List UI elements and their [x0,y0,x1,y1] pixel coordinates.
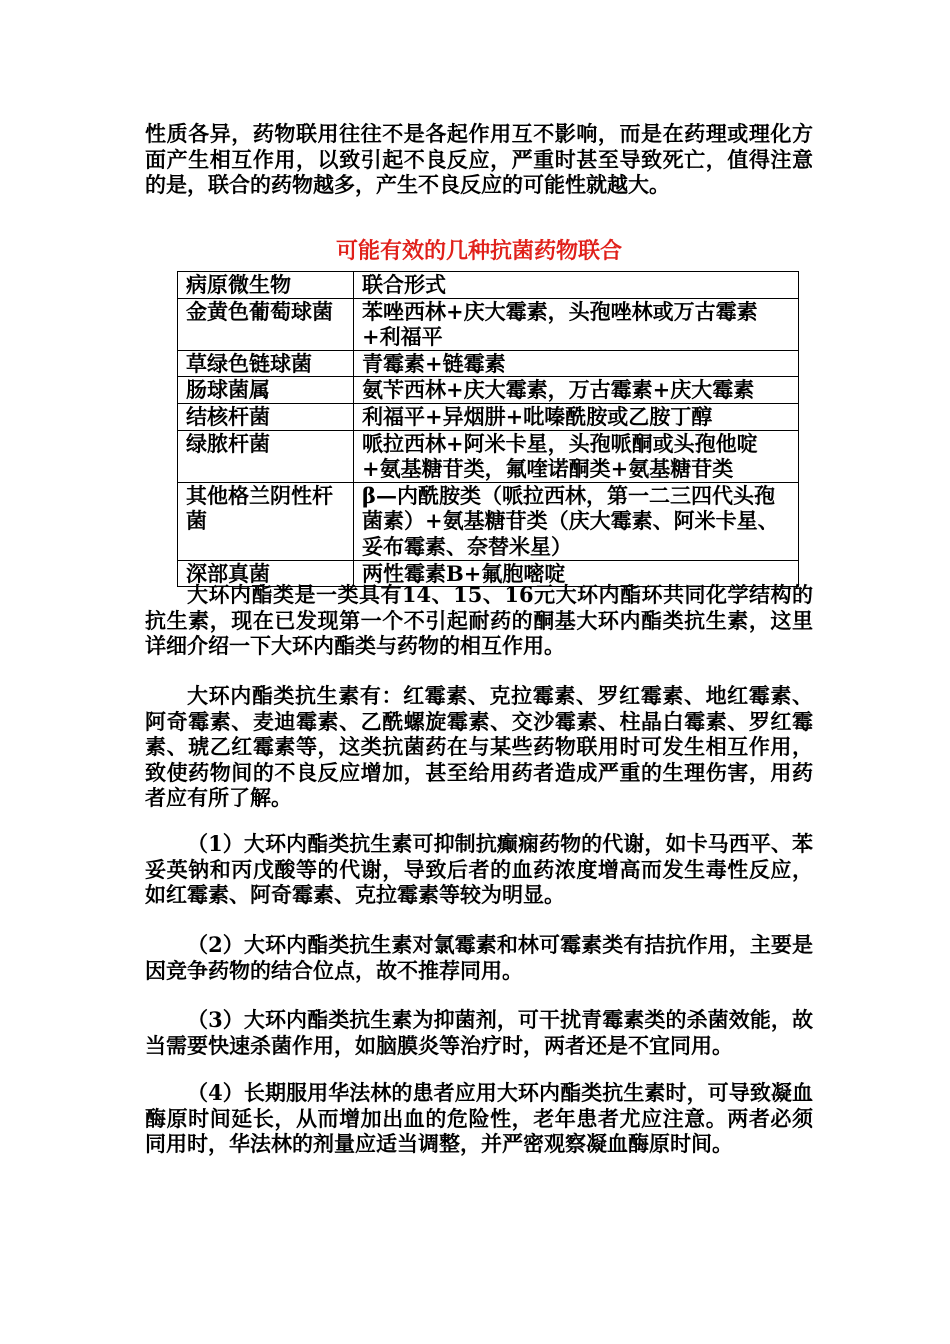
table-title: 可能有效的几种抗菌药物联合 [335,239,622,264]
table-row [178,377,799,404]
table-row [178,350,799,377]
interaction-item-3: （3）大环内酯类抗生素为抑菌剂，可干扰青霉素类的杀菌效能，故当需要快速杀菌作用，如脑膜炎等治疗时，两者还是不宜同用。 [145,1007,813,1058]
pathogen-cell: 结核杆菌 [178,403,354,430]
macrolide-intro-paragraph: 大环内酯类是一类具有14、15、16元大环内酯环共同化学结构的抗生素，现在已发现第一个不引起耐药的酮基大环内酯类抗生素，这里详细介绍一下大环内酯类与药物的相互作用。 [145,582,813,659]
interaction-item-2: （2）大环内酯类抗生素对氯霉素和林可霉素类有拮抗作用，主要是因竞争药物的结合位点，故不推荐同用。 [145,932,813,983]
pathogen-cell: 肠球菌属 [178,377,354,404]
pathogen-cell: 金黄色葡萄球菌 [178,298,354,350]
macrolide-list-paragraph: 大环内酯类抗生素有：红霉素、克拉霉素、罗红霉素、地红霉素、阿奇霉素、麦迪霉素、乙酰螺旋霉素、交沙霉素、柱晶白霉素、罗红霉素、琥乙红霉素等，这类抗菌药在与某些药物联用时可发生相互作用，致使药物间的不良反应增加，甚至给用药者造成严重的生理伤害，用药者应有所了解。 [145,683,813,811]
pathogen-cell: 绿脓杆菌 [178,430,354,482]
antibiotic-combination-table [177,271,799,587]
table-row [178,482,799,560]
header-pathogen: 病原微生物 [178,272,354,299]
pathogen-cell: 草绿色链球菌 [178,350,354,377]
header-combination: 联合形式 [354,272,799,299]
table-row [178,430,799,482]
table-header-row [178,272,799,299]
table-row [178,403,799,430]
interaction-item-4: （4）长期服用华法林的患者应用大环内酯类抗生素时，可导致凝血酶原时间延长，从而增加出血的危险性，老年患者尤应注意。两者必须同用时，华法林的剂量应适当调整，并严密观察凝血酶原时间。 [145,1080,813,1157]
combination-cell: 利福平+异烟肼+吡嗪酰胺或乙胺丁醇 [354,403,799,430]
combination-cell: 哌拉西林+阿米卡星，头孢哌酮或头孢他啶+氨基糖苷类，氟喹诺酮类+氨基糖苷类 [354,430,799,482]
table-row [178,298,799,350]
interaction-item-1: （1）大环内酯类抗生素可抑制抗癫痫药物的代谢，如卡马西平、苯妥英钠和丙戊酸等的代谢，导致后者的血药浓度增高而发生毒性反应，如红霉素、阿奇霉素、克拉霉素等较为明显。 [145,831,813,908]
pathogen-cell: 深部真菌 [178,560,354,587]
intro-paragraph: 性质各异，药物联用往往不是各起作用互不影响，而是在药理或理化方面产生相互作用，以致引起不良反应，严重时甚至导致死亡，值得注意的是，联合的药物越多，产生不良反应的可能性就越大。 [145,121,813,198]
combination-cell: 氨苄西林+庆大霉素，万古霉素+庆大霉素 [354,377,799,404]
pathogen-cell: 其他格兰阴性杆菌 [178,482,354,560]
combination-cell: 苯唑西林+庆大霉素，头孢唑林或万古霉素+利福平 [354,298,799,350]
combination-cell: 两性霉素B+氟胞嘧啶 [354,560,799,587]
combination-cell: β—内酰胺类（哌拉西林，第一二三四代头孢菌素）+氨基糖苷类（庆大霉素、阿米卡星、妥布霉素、奈替米星） [354,482,799,560]
combination-cell: 青霉素+链霉素 [354,350,799,377]
